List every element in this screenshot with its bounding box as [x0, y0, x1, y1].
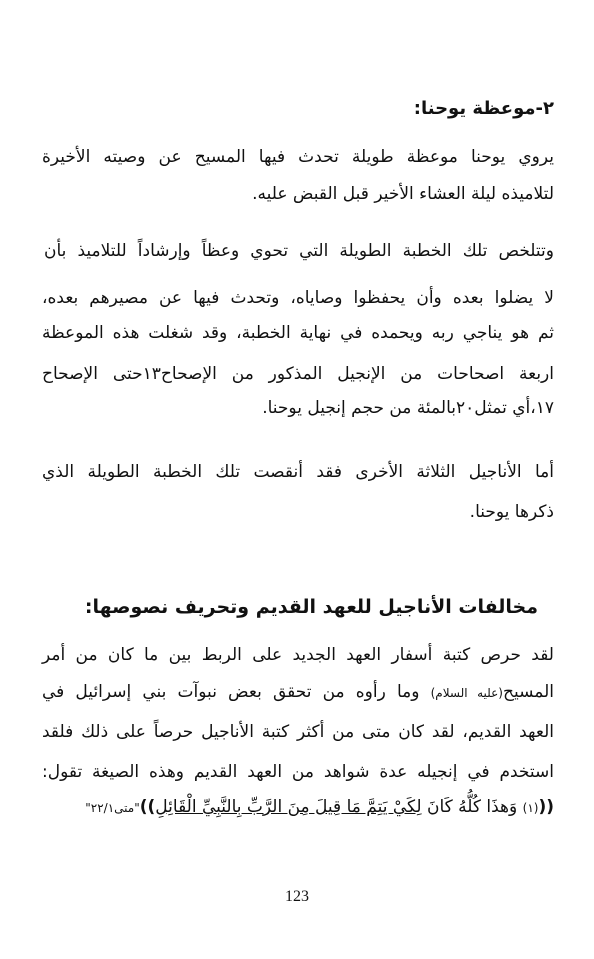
- text-line: اربعة اصحاحات من الإنجيل المذكور من الإصحاح١٣حتى الإصحاح: [42, 364, 554, 384]
- text-line: ذكرها يوحنا.: [469, 502, 554, 522]
- quote-text: وَهذَا كُلُّهُ كَانَ: [421, 797, 523, 817]
- section-heading-john-sermon: ٢-موعظة يوحنا:: [413, 98, 554, 119]
- text-line: أما الأناجيل الثلاثة الأخرى فقد أنقصت تلك الخطبة الطويلة الذي: [42, 462, 554, 482]
- scripture-quote-line: [42, 797, 554, 818]
- text-line: العهد القديم، لقد كان متى من أكثر كتبة الأناجيل حرصاً على ذلك فلقد: [42, 722, 554, 742]
- section-heading-gospel-contradictions: مخالفات الأناجيل للعهد القديم وتحريف نصوصها:: [84, 596, 538, 618]
- text-fragment: وما رأوه من تحقق بعض نبوآت بني إسرائيل في: [42, 682, 431, 702]
- text-line: لقد حرص كتبة أسفار العهد الجديد على الربط بين ما كان من أمر: [42, 645, 554, 665]
- page-number: 123: [285, 888, 309, 905]
- text-line: ١٧،أي تمثل٢٠بالمئة من حجم إنجيل يوحنا.: [262, 398, 554, 418]
- quote-reference: "متى٢٢/١": [85, 801, 140, 815]
- quote-text-underlined: لِكَيْ يَتِمَّ مَا قِيلَ مِنَ الرَّبِّ بِالنَّبِيِّ الْقَائِلِ: [155, 797, 422, 817]
- text-line: لا يضلوا بعده وأن يحفظوا وصاياه، وتحدث فيها عن مصيرهم بعده،: [42, 288, 554, 308]
- footnote-marker: (١): [522, 801, 539, 815]
- quote-open: ((: [538, 797, 554, 817]
- text-line: [42, 682, 554, 703]
- text-line: وتتلخص تلك الخطبة الطويلة التي تحوي وعظاً وإرشاداً للتلاميذ بأن: [44, 241, 554, 261]
- honorific-small-text: (عليه السلام): [430, 686, 503, 700]
- text-line: ثم هو يناجي ربه ويحمده في نهاية الخطبة، وقد شغلت هذه الموعظة: [42, 323, 554, 343]
- quote-close: )): [139, 797, 156, 817]
- text-line: يروي يوحنا موعظة طويلة تحدث فيها المسيح عن وصيته الأخيرة: [42, 147, 554, 167]
- text-fragment: المسيح: [502, 682, 554, 702]
- text-line: استخدم في إنجيله عدة شواهد من العهد القديم وهذه الصيغة تقول:: [42, 762, 554, 782]
- text-line: لتلاميذه ليلة العشاء الأخير قبل القبض عليه.: [252, 184, 554, 204]
